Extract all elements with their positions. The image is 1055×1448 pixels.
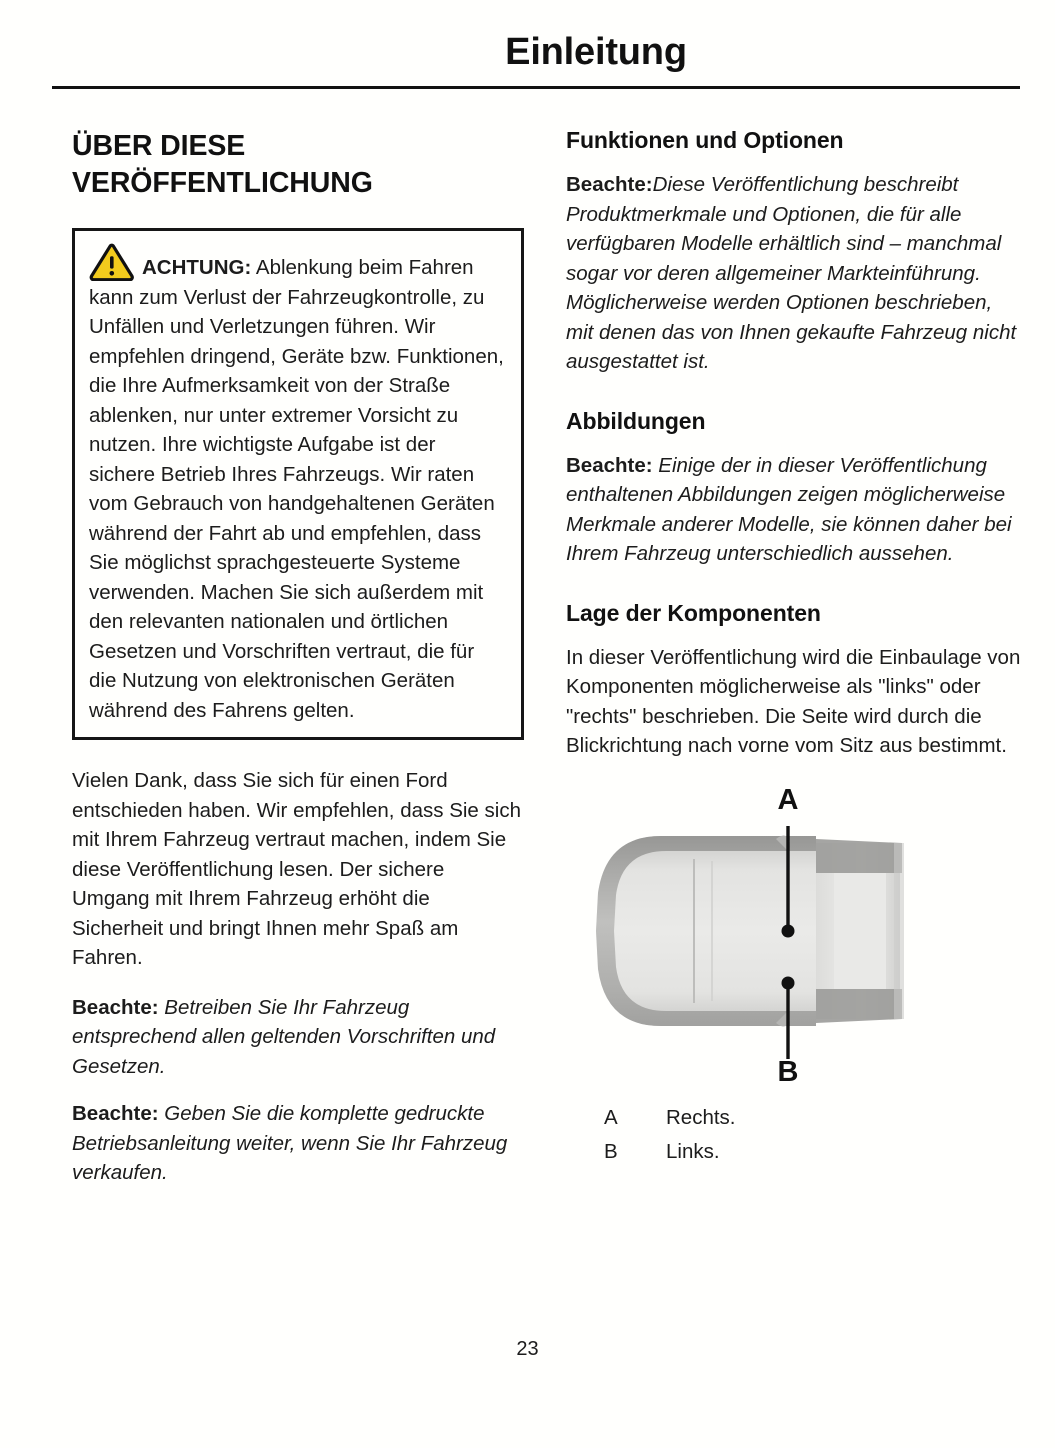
intro-paragraph: Vielen Dank, dass Sie sich für einen Ford entschieden haben. Wir empfehlen, dass Sie sich mit Ihrem Fahrzeug vertraut machen, indem Sie diese Veröffentlichung lesen. Der sichere Umgang mit Ihrem Fahrzeug erhöht die Sicherheit und bringt Ihnen mehr Spaß am Fahren.: [72, 769, 521, 969]
section-heading-abbildungen: Abbildungen: [566, 407, 706, 434]
note-lead-label: Beachte:: [72, 1102, 159, 1125]
note-body-text: Geben Sie die komplette gedruckte Betriebsanleitung weiter, wenn Sie Ihr Fahrzeug verkaufen.: [72, 1102, 508, 1184]
legend-key: B: [604, 1139, 618, 1163]
page-header: [52, 28, 1020, 84]
note-body-text: Einige der in dieser Veröffentlichung enthaltenen Abbildungen zeigen möglicherweise Merkmale anderer Modelle, sie können daher bei Ihrem Fahrzeug unterschiedlich aussehen.: [566, 453, 1012, 565]
section-heading-lage-der-komponenten: Lage der Komponenten: [566, 599, 821, 626]
note-item: [566, 451, 1022, 569]
note-item: [566, 170, 1022, 377]
right-column: [566, 126, 1022, 1169]
note-lead-label: Beachte:: [566, 453, 653, 477]
note-item: [72, 993, 524, 1082]
vehicle-top-view-diagram: [566, 781, 1022, 1081]
note-lead-label: Beachte:: [566, 173, 653, 196]
callout-label-b: B: [777, 1055, 799, 1081]
note-item: [72, 1099, 524, 1188]
warning-label: ACHTUNG:: [142, 256, 252, 279]
legend-row: [604, 1101, 736, 1135]
note-body-text: Betreiben Sie Ihr Fahrzeug entsprechend allen geltenden Vorschriften und Gesetzen.: [72, 995, 496, 1078]
header-divider: [52, 86, 1020, 89]
warning-box: [72, 228, 524, 740]
lage-der-komponenten-paragraph: In dieser Veröffentlichung wird die Einbaulage von Komponenten möglicherweise als "links" oder "rechts" beschrieben. Die Seite wird durch die Blickrichtung nach vorne vom Sitz aus bestimmt.: [566, 645, 1021, 757]
legend-value: Links.: [666, 1139, 720, 1163]
page-title: Einleitung: [505, 31, 687, 73]
note-body-text: Diese Veröffentlichung beschreibt Produktmerkmale und Optionen, die für alle verfügbaren Modelle erhältlich sind – manchmal sogar vor deren allgemeiner Markteinführung. Möglicherweise werden Optionen beschrieben, mit denen das von Ihnen gekaufte Fahrzeug nicht ausgestattet ist.: [566, 173, 1017, 373]
legend-row: [604, 1135, 736, 1169]
legend-key: A: [604, 1105, 618, 1129]
legend-value: Rechts.: [666, 1105, 736, 1129]
callout-label-a: A: [777, 783, 799, 816]
section-heading-funktionen-und-optionen: Funktionen und Optionen: [566, 127, 844, 153]
left-column: [72, 128, 524, 1206]
figure-legend: [604, 1101, 736, 1169]
warning-triangle-icon: [89, 243, 135, 281]
vehicle-body: [596, 835, 904, 1026]
note-lead-label: Beachte:: [72, 995, 159, 1019]
warning-body-text: Ablenkung beim Fahren kann zum Verlust der Fahrzeugkontrolle, zu Unfällen und Verletzungen führen. Wir empfehlen dringend, Geräte bzw. Funktionen, die Ihre Aufmerksamkeit von der Straße ablenken, nur unter extremer Vorsicht zu nutzen. Ihre wichtigste Aufgabe ist der sichere Betrieb Ihres Fahrzeugs. Wir raten vom Gebrauch von handgehaltenen Geräten während der Fahrt ab und empfehlen, dass Sie möglichst sprachgesteuerte Systeme verwenden. Machen Sie sich außerdem mit den relevanten nationalen und örtlichen Gesetzen und Vorschriften vertraut, die für die Nutzung von elektronischen Geräten während des Fahrens gelten.: [89, 256, 504, 722]
page-number: 23: [516, 1338, 539, 1360]
section-heading-ueber-diese-veroeffentlichung: ÜBER DIESE VERÖFFENTLICHUNG: [72, 130, 373, 199]
warning-text-block: [89, 243, 507, 725]
